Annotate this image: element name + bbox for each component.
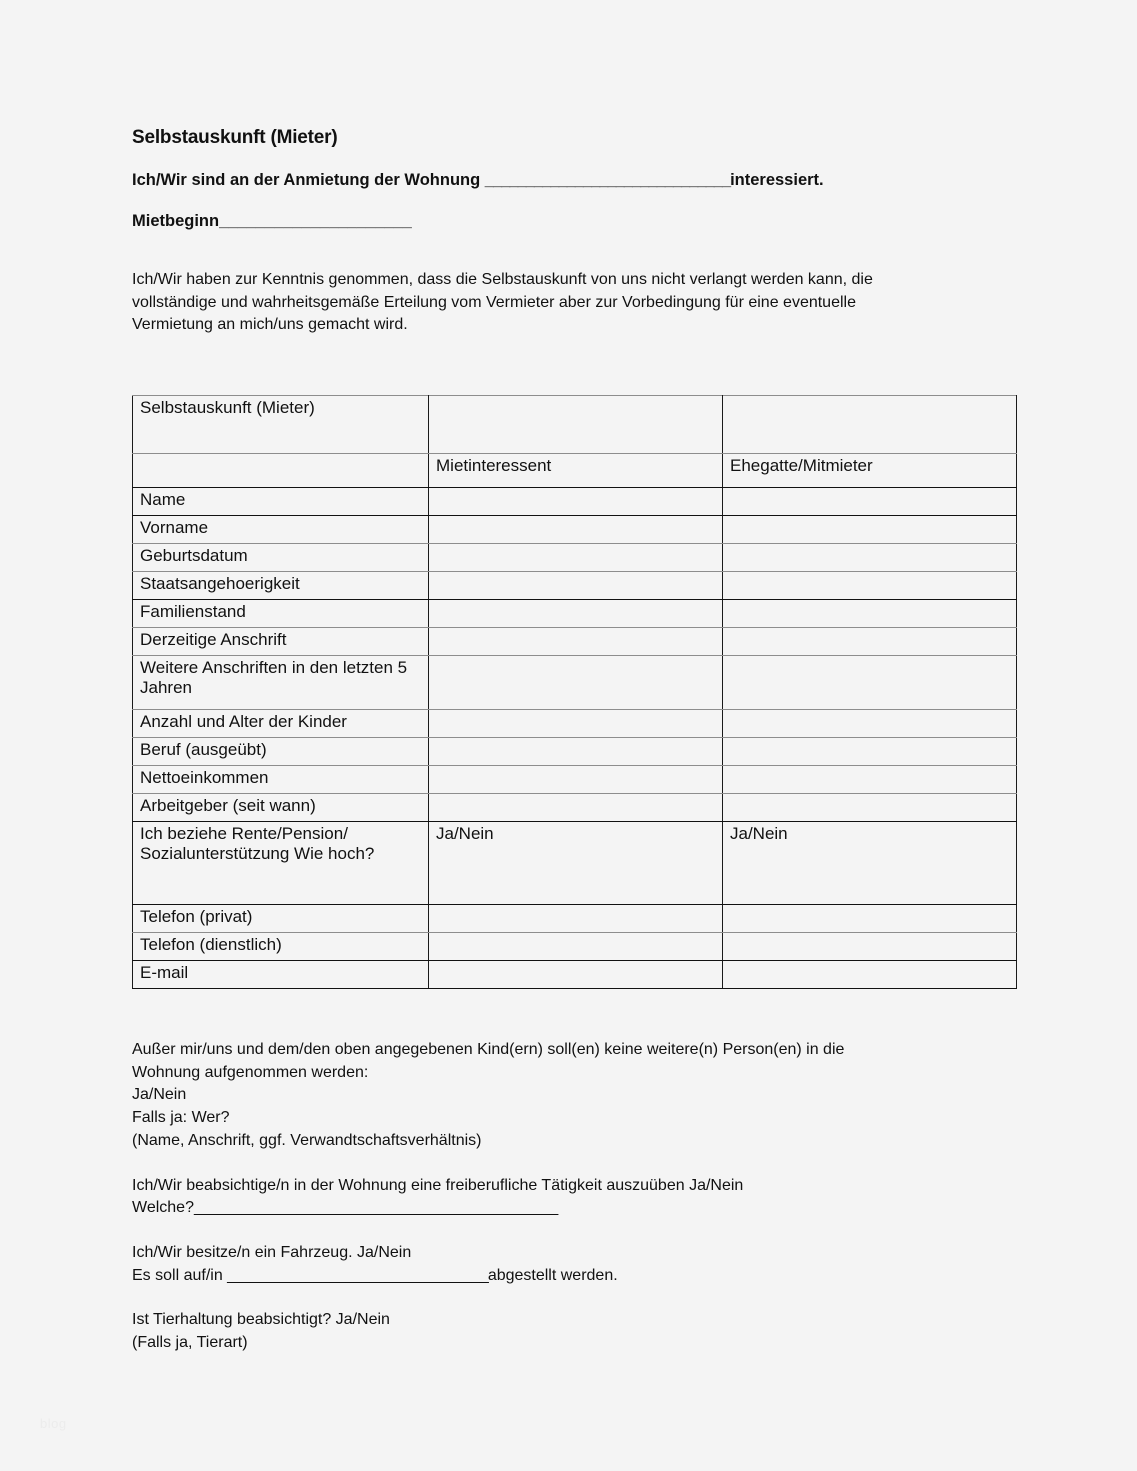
row-value-rente-ehegatte[interactable]: Ja/Nein	[723, 821, 1017, 904]
row-value-telefon-dienstlich-mietinteressent[interactable]	[429, 932, 723, 960]
tierhaltung-hint: (Falls ja, Tierart)	[132, 1334, 248, 1352]
table-column-header-row	[133, 453, 1017, 487]
row-value-anzahl-alter-kinder-ehegatte[interactable]	[723, 709, 1017, 737]
row-value-staatsangehoerigkeit-ehegatte[interactable]	[723, 571, 1017, 599]
row-value-email-ehegatte[interactable]	[723, 960, 1017, 988]
abstellplatz-suffix: abgestellt werden.	[487, 1266, 618, 1284]
mietbeginn-fill-rule[interactable]: _____________________	[219, 211, 412, 230]
row-value-vorname-ehegatte[interactable]	[723, 515, 1017, 543]
document-content	[132, 128, 1016, 1355]
freiberufliche-taetigkeit-line: Ich/Wir beabsichtige/n in der Wohnung eine freiberufliche Tätigkeit auszuüben Ja/Nein	[132, 1176, 744, 1194]
column-header-ehegatte: Ehegatte/Mitmieter	[723, 453, 1017, 487]
row-value-weitere-anschriften-ehegatte[interactable]	[723, 655, 1017, 709]
intro-interest-line	[132, 171, 1016, 190]
table-row	[133, 765, 1017, 793]
table-title-empty-cell-2	[429, 395, 723, 453]
row-value-telefon-privat-mietinteressent[interactable]	[429, 904, 723, 932]
row-value-nettoeinkommen-ehegatte[interactable]	[723, 765, 1017, 793]
column-header-mietinteressent: Mietinteressent	[429, 453, 723, 487]
additional-persons-falls-ja: Falls ja: Wer?	[132, 1109, 230, 1127]
row-label-familienstand: Familienstand	[133, 599, 429, 627]
row-label-nettoeinkommen: Nettoeinkommen	[133, 765, 429, 793]
spacer	[132, 1153, 1016, 1175]
spacer	[132, 1287, 1016, 1309]
tierhaltung-line: Ist Tierhaltung beabsichtigt? Ja/Nein	[132, 1311, 390, 1329]
row-value-staatsangehoerigkeit-mietinteressent[interactable]	[429, 571, 723, 599]
table-title-row	[133, 395, 1017, 453]
table-row	[133, 960, 1017, 988]
row-label-anzahl-alter-kinder: Anzahl und Alter der Kinder	[133, 709, 429, 737]
row-value-derzeitige-anschrift-ehegatte[interactable]	[723, 627, 1017, 655]
intro-suffix-text: interessiert.	[730, 170, 824, 189]
row-value-email-mietinteressent[interactable]	[429, 960, 723, 988]
table-row	[133, 515, 1017, 543]
row-label-vorname: Vorname	[133, 515, 429, 543]
table-row	[133, 571, 1017, 599]
mietbeginn-line	[132, 212, 1016, 231]
row-value-weitere-anschriften-mietinteressent[interactable]	[429, 655, 723, 709]
row-value-name-mietinteressent[interactable]	[429, 487, 723, 515]
row-label-staatsangehoerigkeit: Staatsangehoerigkeit	[133, 571, 429, 599]
row-label-rente-pension: Ich beziehe Rente/Pension/ Sozialunterstützung Wie hoch?	[133, 821, 429, 904]
row-value-derzeitige-anschrift-mietinteressent[interactable]	[429, 627, 723, 655]
row-value-familienstand-mietinteressent[interactable]	[429, 599, 723, 627]
table-row	[133, 904, 1017, 932]
mietbeginn-label: Mietbeginn	[132, 211, 220, 230]
table-row	[133, 599, 1017, 627]
abstellplatz-line	[132, 1265, 1016, 1288]
additional-persons-janein[interactable]: Ja/Nein	[132, 1086, 187, 1104]
row-value-anzahl-alter-kinder-mietinteressent[interactable]	[429, 709, 723, 737]
consent-notice-paragraph: Ich/Wir haben zur Kenntnis genommen, dass die Selbstauskunft von uns nicht verlangt werden kann, die vollständige und wahrheitsgemäße Erteilung vom Vermieter aber zur Vorbedingung für eine eventuelle Vermietung an mich/uns gemacht wird.	[132, 270, 873, 334]
table-row	[133, 737, 1017, 765]
row-label-geburtsdatum: Geburtsdatum	[133, 543, 429, 571]
row-value-name-ehegatte[interactable]	[723, 487, 1017, 515]
welche-label: Welche?	[132, 1199, 194, 1217]
table-row	[133, 627, 1017, 655]
row-label-telefon-privat: Telefon (privat)	[133, 904, 429, 932]
table-row	[133, 932, 1017, 960]
table-row	[133, 655, 1017, 709]
page-title: Selbstauskunft (Mieter)	[132, 127, 338, 148]
row-value-familienstand-ehegatte[interactable]	[723, 599, 1017, 627]
row-label-derzeitige-anschrift: Derzeitige Anschrift	[133, 627, 429, 655]
row-value-geburtsdatum-mietinteressent[interactable]	[429, 543, 723, 571]
additional-persons-line-2: Wohnung aufgenommen werden:	[132, 1063, 369, 1081]
table-row	[133, 709, 1017, 737]
row-value-beruf-mietinteressent[interactable]	[429, 737, 723, 765]
row-value-nettoeinkommen-mietinteressent[interactable]	[429, 765, 723, 793]
abstellplatz-fill-rule[interactable]: _________________________________	[227, 1266, 488, 1284]
table-caption-cell: Selbstauskunft (Mieter)	[133, 395, 429, 453]
page-watermark: blog	[40, 1416, 67, 1431]
table-row	[133, 793, 1017, 821]
row-value-rente-mietinteressent[interactable]: Ja/Nein	[429, 821, 723, 904]
row-label-email: E-mail	[133, 960, 429, 988]
fahrzeug-line: Ich/Wir besitze/n ein Fahrzeug. Ja/Nein	[132, 1244, 412, 1262]
row-label-telefon-dienstlich: Telefon (dienstlich)	[133, 932, 429, 960]
row-value-geburtsdatum-ehegatte[interactable]	[723, 543, 1017, 571]
welche-line	[132, 1197, 1016, 1220]
table-row	[133, 821, 1017, 904]
table-row	[133, 543, 1017, 571]
row-label-weitere-anschriften: Weitere Anschriften in den letzten 5 Jahren	[133, 655, 429, 709]
welche-fill-rule[interactable]: ______________________________________________	[193, 1199, 558, 1217]
table-title-empty-cell-3	[723, 395, 1017, 453]
abstellplatz-prefix: Es soll auf/in	[132, 1266, 228, 1284]
column-header-blank	[133, 453, 429, 487]
intro-prefix-text: Ich/Wir sind an der Anmietung der Wohnung	[132, 170, 485, 189]
row-value-telefon-dienstlich-ehegatte[interactable]	[723, 932, 1017, 960]
intro-fill-rule[interactable]: ______________________________	[484, 170, 731, 189]
row-value-telefon-privat-ehegatte[interactable]	[723, 904, 1017, 932]
table-row	[133, 487, 1017, 515]
spacer	[132, 1220, 1016, 1242]
row-value-beruf-ehegatte[interactable]	[723, 737, 1017, 765]
row-label-name: Name	[133, 487, 429, 515]
row-value-arbeitgeber-ehegatte[interactable]	[723, 793, 1017, 821]
row-label-arbeitgeber: Arbeitgeber (seit wann)	[133, 793, 429, 821]
selbstauskunft-table	[132, 395, 1017, 989]
row-value-vorname-mietinteressent[interactable]	[429, 515, 723, 543]
additional-persons-hint: (Name, Anschrift, ggf. Verwandtschaftsverhältnis)	[132, 1131, 482, 1149]
additional-persons-line-1: Außer mir/uns und dem/den oben angegebenen Kind(ern) soll(en) keine weitere(n) Person(en) in die	[132, 1040, 845, 1058]
footer-questions	[132, 1039, 1016, 1355]
row-label-beruf: Beruf (ausgeübt)	[133, 737, 429, 765]
row-value-arbeitgeber-mietinteressent[interactable]	[429, 793, 723, 821]
